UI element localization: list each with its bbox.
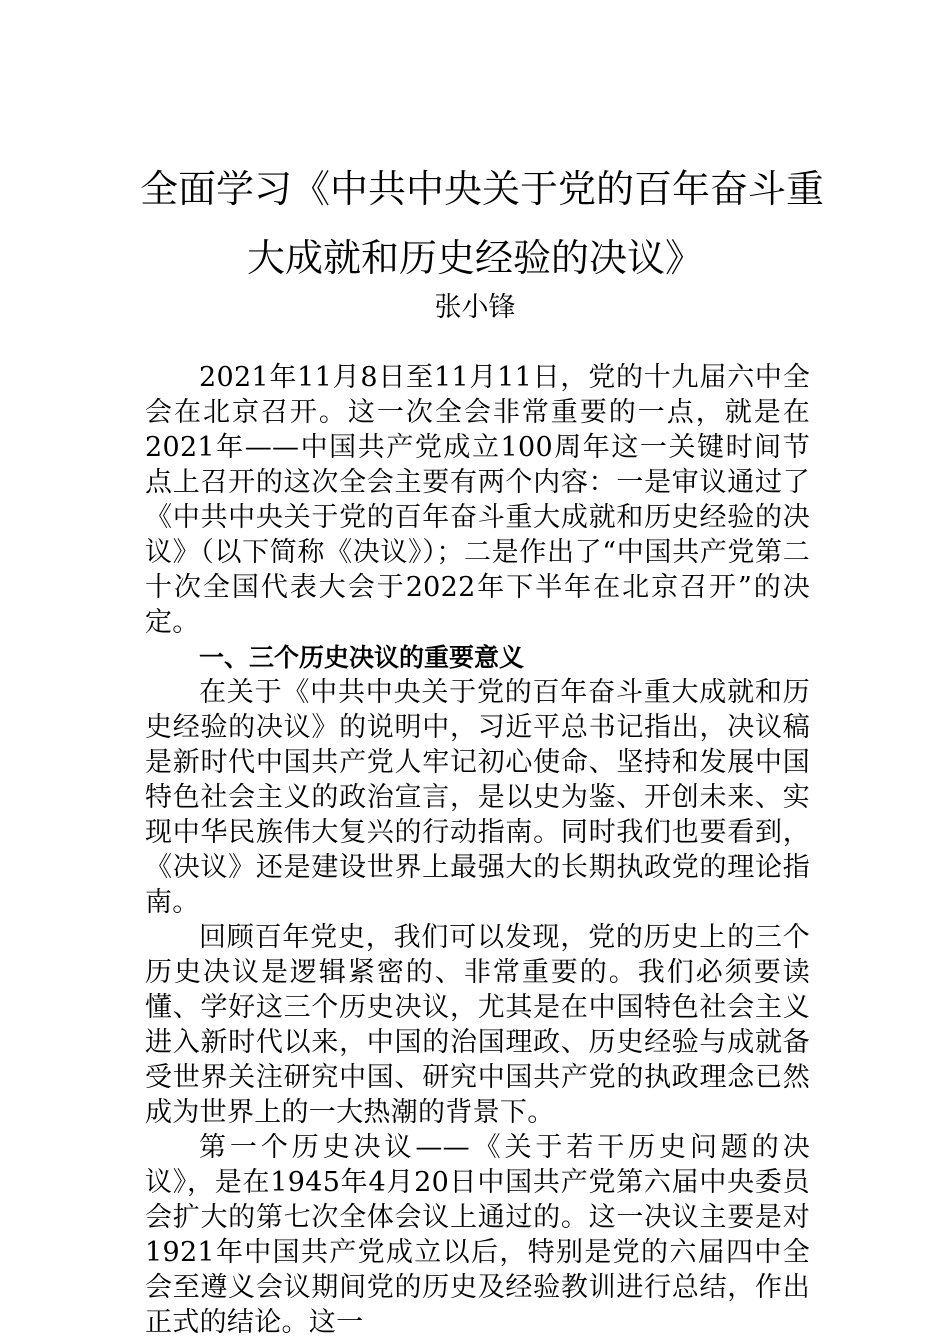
document-body: [145, 360, 810, 1340]
document-author: 张小锋: [434, 292, 516, 323]
paragraph-review: 回顾百年党史，我们可以发现，党的历史上的三个历史决议是逻辑紧密的、非常重要的。我们必须要读懂、学好这三个历史决议，尤其是在中国特色社会主义进入新时代以来，中国的治国理政、历史经验与成就备受世界关注研究中国、研究中国共产党的执政理念已然成为世界上的一大热潮的背景下。: [145, 922, 810, 1128]
paragraph-first-resolution: 第一个历史决议——《关于若干历史问题的决议》，是在1945年4月20日中国共产党第六届中央委员会扩大的第七次全体会议上通过的。这一决议主要是对1921年中国共产党成立以后，特别是党的六届四中全会至遵义会议期间党的历史及经验教训进行总结，作出正式的结论。这一: [145, 1132, 810, 1338]
document-title-line-1: 全面学习《中共中央关于党的百年奋斗重: [140, 167, 825, 211]
document-title-line-2: 大成就和历史经验的决议》: [246, 236, 703, 280]
section-heading: 一、三个历史决议的重要意义: [199, 643, 525, 672]
paragraph-intro: 2021年11月8日至11月11日，党的十九届六中全会在北京召开。这一次全会非常重要的一点，就是在2021年——中国共产党成立100周年这一关键时间节点上召开的这次全会主要有两个内容：一是审议通过了《中共中央关于党的百年奋斗重大成就和历史经验的决议》（以下简称《决议》）；二是作出了“中国共产党第二十次全国代表大会于2022年下半年在北京召开”的决定。: [145, 362, 810, 638]
paragraph-explanation: 在关于《中共中央关于党的百年奋斗重大成就和历史经验的决议》的说明中，习近平总书记指出，决议稿是新时代中国共产党人牢记初心使命、坚持和发展中国特色社会主义的政治宣言，是以史为鉴、开创未来、实现中华民族伟大复兴的行动指南。同时我们也要看到，《决议》还是建设世界上最强大的长期执政党的理论指南。: [145, 677, 810, 918]
